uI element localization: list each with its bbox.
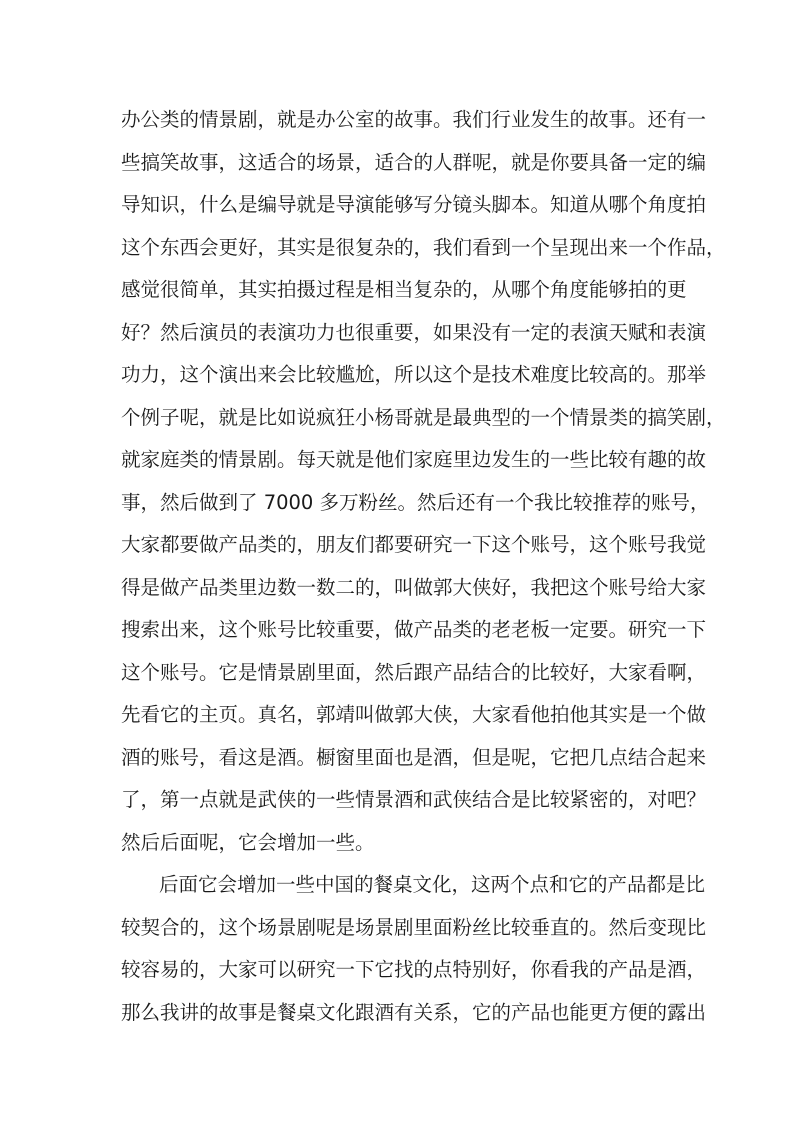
text-line: 然后后面呢，它会增加一些。 [121,831,375,854]
text-line: 了，第一点就是武侠的一些情景酒和武侠结合是比较紧密的，对吧？ [121,788,707,811]
text-line: 个例子呢，就是比如说疯狂小杨哥就是最典型的一个情景类的搞笑剧， [121,406,726,429]
text-line: 得是做产品类里边数一数二的，叫做郭大侠好，我把这个账号给大家 [121,576,707,599]
text-line: 好？然后演员的表演功力也很重要，如果没有一定的表演天赋和表演 [121,321,707,344]
text-line: 这个东西会更好，其实是很复杂的，我们看到一个呈现出来一个作品， [121,236,726,259]
text-line: 那么我讲的故事是餐桌文化跟酒有关系，它的产品也能更方便的露出 [121,1001,707,1024]
text-line: 这个账号。它是情景剧里面，然后跟产品结合的比较好，大家看啊， [121,661,707,684]
text-line: 先看它的主页。真名，郭靖叫做郭大侠，大家看他拍他其实是一个做 [121,703,707,726]
text-line: 后面它会增加一些中国的餐桌文化，这两个点和它的产品都是比 [159,873,706,896]
text-line: 些搞笑故事，这适合的场景，适合的人群呢，就是你要具备一定的编 [121,151,707,174]
text-line: 感觉很简单，其实拍摄过程是相当复杂的，从哪个角度能够拍的更 [121,278,687,301]
text-line: 就家庭类的情景剧。每天就是他们家庭里边发生的一些比较有趣的故 [121,448,707,471]
text-line: 酒的账号，看这是酒。橱窗里面也是酒，但是呢，它把几点结合起来 [121,746,707,769]
text-line: 大家都要做产品类的，朋友们都要研究一下这个账号，这个账号我觉 [121,533,707,556]
text-line: 功力，这个演出来会比较尴尬，所以这个是技术难度比较高的。那举 [121,363,707,386]
text-line: 搜索出来，这个账号比较重要，做产品类的老老板一定要。研究一下 [121,618,707,641]
text-line: 较契合的，这个场景剧呢是场景剧里面粉丝比较垂直的。然后变现比 [121,916,707,939]
text-line: 导知识，什么是编导就是导演能够写分镜头脚本。知道从哪个角度拍 [121,193,707,216]
text-line: 较容易的，大家可以研究一下它找的点特别好，你看我的产品是酒， [121,958,707,981]
text-line: 事，然后做到了 7000 多万粉丝。然后还有一个我比较推荐的账号， [121,491,710,514]
text-line: 办公类的情景剧，就是办公室的故事。我们行业发生的故事。还有一 [121,108,707,131]
